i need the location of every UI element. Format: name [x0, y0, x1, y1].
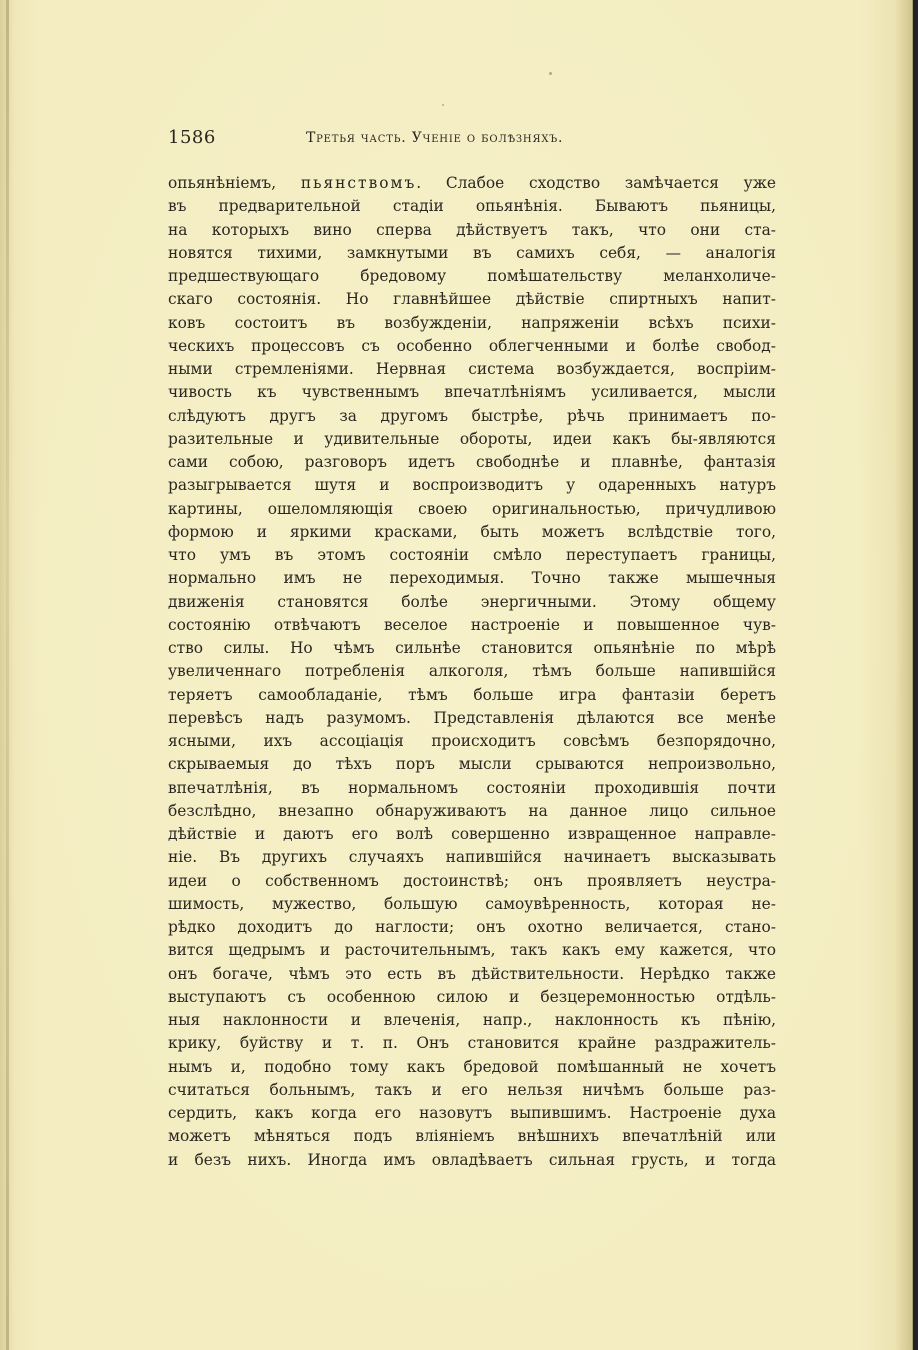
text-line: картины, ошеломляющія своею оригинальностью, причудливою	[168, 499, 776, 518]
text-line: скаго состоянія. Но главнѣйшее дѣйствіе спиртныхъ напит-	[168, 290, 776, 309]
text-line: ство силы. Но чѣмъ сильнѣе становится опьянѣніе по мѣрѣ	[168, 639, 776, 657]
text-line: увеличеннаго потребленія алкоголя, тѣмъ больше напившійся	[168, 662, 776, 681]
text-line: впечатлѣнія, въ нормальномъ состояніи проходившія почти	[168, 778, 776, 797]
text-line: безслѣдно, внезапно обнаруживаютъ на данное лицо сильное	[168, 801, 776, 820]
body-text	[168, 172, 776, 1172]
text-line: вится щедрымъ и расточительнымъ, такъ какъ ему кажется, что	[168, 941, 776, 960]
text-line: сердить, какъ когда его назовутъ выпившимъ. Настроеніе духа	[168, 1104, 776, 1122]
running-head: Третья часть. Ученіе о болѣзняхъ.	[306, 130, 564, 146]
text-line: въ предварительной стадіи опьянѣнія. Бываютъ пьяницы,	[168, 197, 776, 216]
text-line: скрываемыя до тѣхъ поръ мысли срываются непроизвольно,	[168, 755, 776, 774]
text-line: считаться больнымъ, такъ и его нельзя ничѣмъ больше раз-	[168, 1080, 776, 1099]
text-line: сами собою, разговоръ идетъ свободнѣе и плавнѣе, фантазія	[168, 453, 776, 471]
page-header	[168, 127, 776, 151]
binding-gutter	[6, 0, 9, 1350]
page-number: 1586	[168, 127, 216, 148]
paper-speck	[442, 104, 444, 106]
text-line: выступаютъ съ особенною силою и безцеремонностью отдѣль-	[168, 987, 776, 1006]
text-line: слѣдуютъ другъ за другомъ быстрѣе, рѣчь принимаетъ по-	[168, 406, 776, 425]
text-line: разительные и удивительные обороты, идеи какъ бы-являются	[168, 429, 776, 448]
text-line: дѣйствіе и даютъ его волѣ совершенно извращенное направле-	[168, 825, 776, 843]
text-line: чивость къ чувственнымъ впечатлѣніямъ усиливается, мысли	[168, 383, 776, 402]
text-line: ческихъ процессовъ съ особенно облегченными и болѣе свобод-	[168, 336, 776, 355]
text-line: теряетъ самообладаніе, тѣмъ больше игра фантазіи беретъ	[168, 685, 776, 704]
paper-speck	[549, 72, 552, 75]
text-line: идеи о собственномъ достоинствѣ; онъ проявляетъ неустра-	[168, 871, 776, 890]
scan-edge	[913, 0, 918, 1350]
text-line: ніе. Въ другихъ случаяхъ напившійся начинаетъ высказывать	[168, 848, 776, 867]
text-line: ныя наклонности и влеченія, напр., наклонность къ пѣнію,	[168, 1011, 776, 1029]
text-line: нормально имъ не переходимыя. Точно также мышечныя	[168, 569, 776, 588]
text-line: состоянію отвѣчаютъ веселое настроеніе и повышенное чув-	[168, 615, 776, 634]
text-line: ясными, ихъ ассоціація происходитъ совсѣмъ безпорядочно,	[168, 732, 776, 750]
text-line: что умъ въ этомъ состояніи смѣло переступаетъ границы,	[168, 546, 776, 564]
text-line: предшествующаго бредовому помѣшательству меланхоличе-	[168, 267, 776, 285]
text-line: шимость, мужество, большую самоувѣренность, которая не-	[168, 894, 776, 913]
text-line: нымъ и, подобно тому какъ бредовой помѣшанный не хочетъ	[168, 1057, 776, 1076]
text-line: и безъ нихъ. Иногда имъ овладѣваетъ сильная грусть, и тогда	[168, 1150, 776, 1169]
text-line: ковъ состоитъ въ возбужденіи, напряженіи всѣхъ психи-	[168, 313, 776, 332]
text-line: ными стремленіями. Нервная система возбуждается, воспріим-	[168, 360, 776, 378]
text-line: перевѣсъ надъ разумомъ. Представленія дѣлаются все менѣе	[168, 708, 776, 727]
emphasized-word: пьянствомъ	[300, 174, 417, 192]
text-line: можетъ мѣняться подъ вліяніемъ внѣшнихъ впечатлѣній или	[168, 1127, 776, 1146]
text-line: формою и яркими красками, быть можетъ вслѣдствіе того,	[168, 522, 776, 541]
text-line: опьянѣніемъ, пьянствомъ. Слабое сходство замѣчается уже	[168, 174, 776, 192]
text-line: новятся тихими, замкнутыми въ самихъ себя, — аналогія	[168, 243, 776, 262]
text-line: движенія становятся болѣе энергичными. Этому общему	[168, 592, 776, 611]
text-line: онъ богаче, чѣмъ это есть въ дѣйствительности. Нерѣдко также	[168, 964, 776, 983]
text-line: крику, буйству и т. п. Онъ становится крайне раздражитель-	[168, 1034, 776, 1053]
text-line: рѣдко доходитъ до наглости; онъ охотно величается, стано-	[168, 918, 776, 936]
text-line: на которыхъ вино сперва дѣйствуетъ такъ, что они ста-	[168, 220, 776, 239]
text-line: разыгрывается шутя и воспроизводитъ у одаренныхъ натуръ	[168, 476, 776, 495]
